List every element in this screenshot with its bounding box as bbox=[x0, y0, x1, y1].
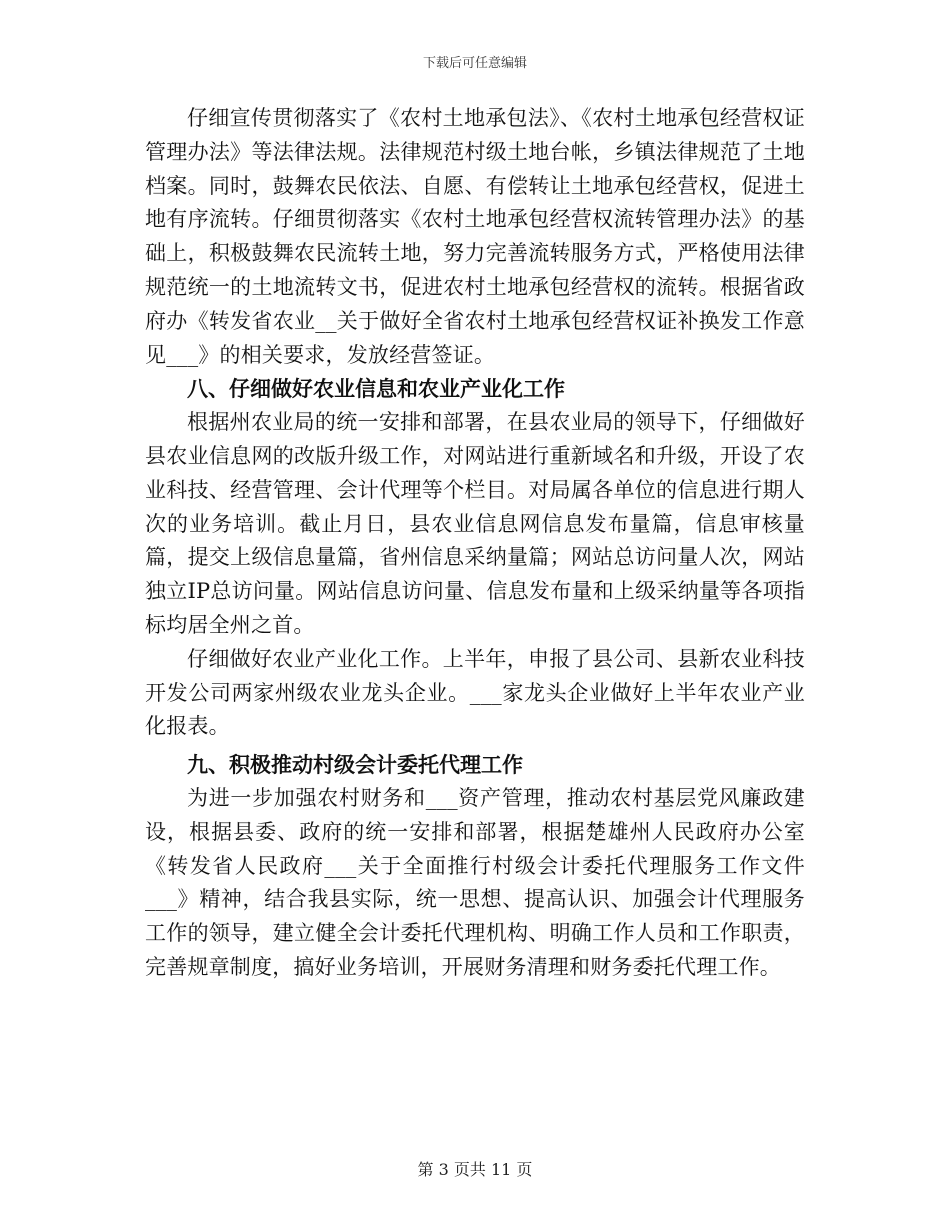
paragraph-accounting-agency: 为进一步加强农村财务和___资产管理，推动农村基层党风廉政建设，根据县委、政府的统一安排和部署，根据楚雄州人民政府办公室《转发省人民政府___关于全面推行村级会计委托代理服务工作文件___》精神，结合我县实际，统一思想、提高认识、加强会计代理服务工作的领导，建立健全会计委托代理机构、明确工作人员和工作职责，完善规章制度，搞好业务培训，开展财务清理和财务委托代理工作。 bbox=[145, 785, 805, 979]
paragraph-land-contract: 仔细宣传贯彻落实了《农村土地承包法》、《农村土地承包经营权证管理办法》等法律法规。法律规范村级土地台帐，乡镇法律规范了土地档案。同时，鼓舞农民依法、自愿、有偿转让土地承包经营权，促进土地有序流转。仔细贯彻落实《农村土地承包经营权流转管理办法》的基础上，积极鼓舞农民流转土地，努力完善流转服务方式，严格使用法律规范统一的土地流转文书，促进农村土地承包经营权的流转。根据省政府办《转发省农业__关于做好全省农村土地承包经营权证补换发工作意见___》的相关要求，发放经营签证。 bbox=[145, 106, 805, 367]
section-heading-9: 九、积极推动村级会计委托代理工作 bbox=[187, 752, 523, 778]
paragraph-industrialization: 仔细做好农业产业化工作。上半年，申报了县公司、县新农业科技开发公司两家州级农业龙头企业。___家龙头企业做好上半年农业产业化报表。 bbox=[145, 646, 805, 739]
section-heading-8: 八、仔细做好农业信息和农业产业化工作 bbox=[187, 376, 565, 402]
paragraph-agri-info-network: 根据州农业局的统一安排和部署，在县农业局的领导下，仔细做好县农业信息网的改版升级工作，对网站进行重新域名和升级，开设了农业科技、经营管理、会计代理等个栏目。对局属各单位的信息进行期人次的业务培训。截止月日，县农业信息网信息发布量篇，信息审核量篇，提交上级信息量篇，省州信息采纳量篇；网站总访问量人次，网站独立IP总访问量。网站信息访问量、信息发布量和上级采纳量等各项指标均居全州之首。 bbox=[145, 410, 805, 637]
page-header: 下载后可任意编辑 bbox=[422, 56, 527, 71]
page-number: 第 3 页共 11 页 bbox=[417, 1160, 533, 1179]
document-body bbox=[145, 102, 805, 985]
